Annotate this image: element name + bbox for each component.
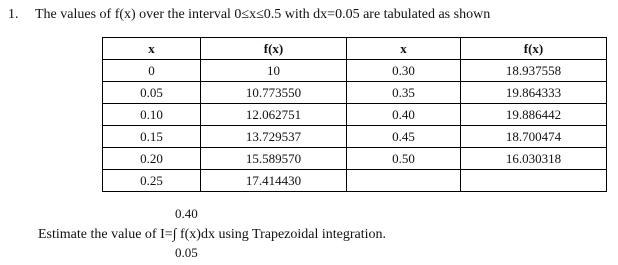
table-row [103,170,607,192]
table-cell: 0.25 [103,170,201,192]
header-x-left: x [103,38,201,60]
table-cell: 0.35 [347,82,461,104]
table-cell [461,170,607,192]
table-row [103,126,607,148]
table-cell: 0.40 [347,104,461,126]
table-cell: 10.773550 [201,82,347,104]
values-table [102,37,607,192]
table-cell: 18.700474 [461,126,607,148]
table-cell: 13.729537 [201,126,347,148]
table-row [103,148,607,170]
header-fx-right: f(x) [461,38,607,60]
integral-upper-limit: 0.40 [175,206,198,221]
table-cell: 17.414430 [201,170,347,192]
table-cell: 15.589570 [201,148,347,170]
table-cell: 10 [201,60,347,82]
table-cell: 12.062751 [201,104,347,126]
table-cell: 0.05 [103,82,201,104]
table-cell [347,170,461,192]
table-cell: 19.864333 [461,82,607,104]
table-cell: 0 [103,60,201,82]
table-cell: 0.45 [347,126,461,148]
question-text: The values of f(x) over the interval 0≤x≤0.5 with dx=0.05 are tabulated as shown [35,7,491,22]
table-header-row [103,38,607,60]
header-fx-left: f(x) [201,38,347,60]
table-cell: 19.886442 [461,104,607,126]
table-cell: 0.50 [347,148,461,170]
question-number: 1. [8,7,19,22]
table-cell: 16.030318 [461,148,607,170]
estimate-instruction: Estimate the value of I=∫ f(x)dx using Trapezoidal integration. [38,227,387,242]
table-row [103,104,607,126]
table-cell: 0.30 [347,60,461,82]
integral-lower-limit: 0.05 [175,245,198,260]
table-cell: 18.937558 [461,60,607,82]
table-row [103,60,607,82]
header-x-right: x [347,38,461,60]
table-cell: 0.10 [103,104,201,126]
table-cell: 0.15 [103,126,201,148]
table-row [103,82,607,104]
table-cell: 0.20 [103,148,201,170]
